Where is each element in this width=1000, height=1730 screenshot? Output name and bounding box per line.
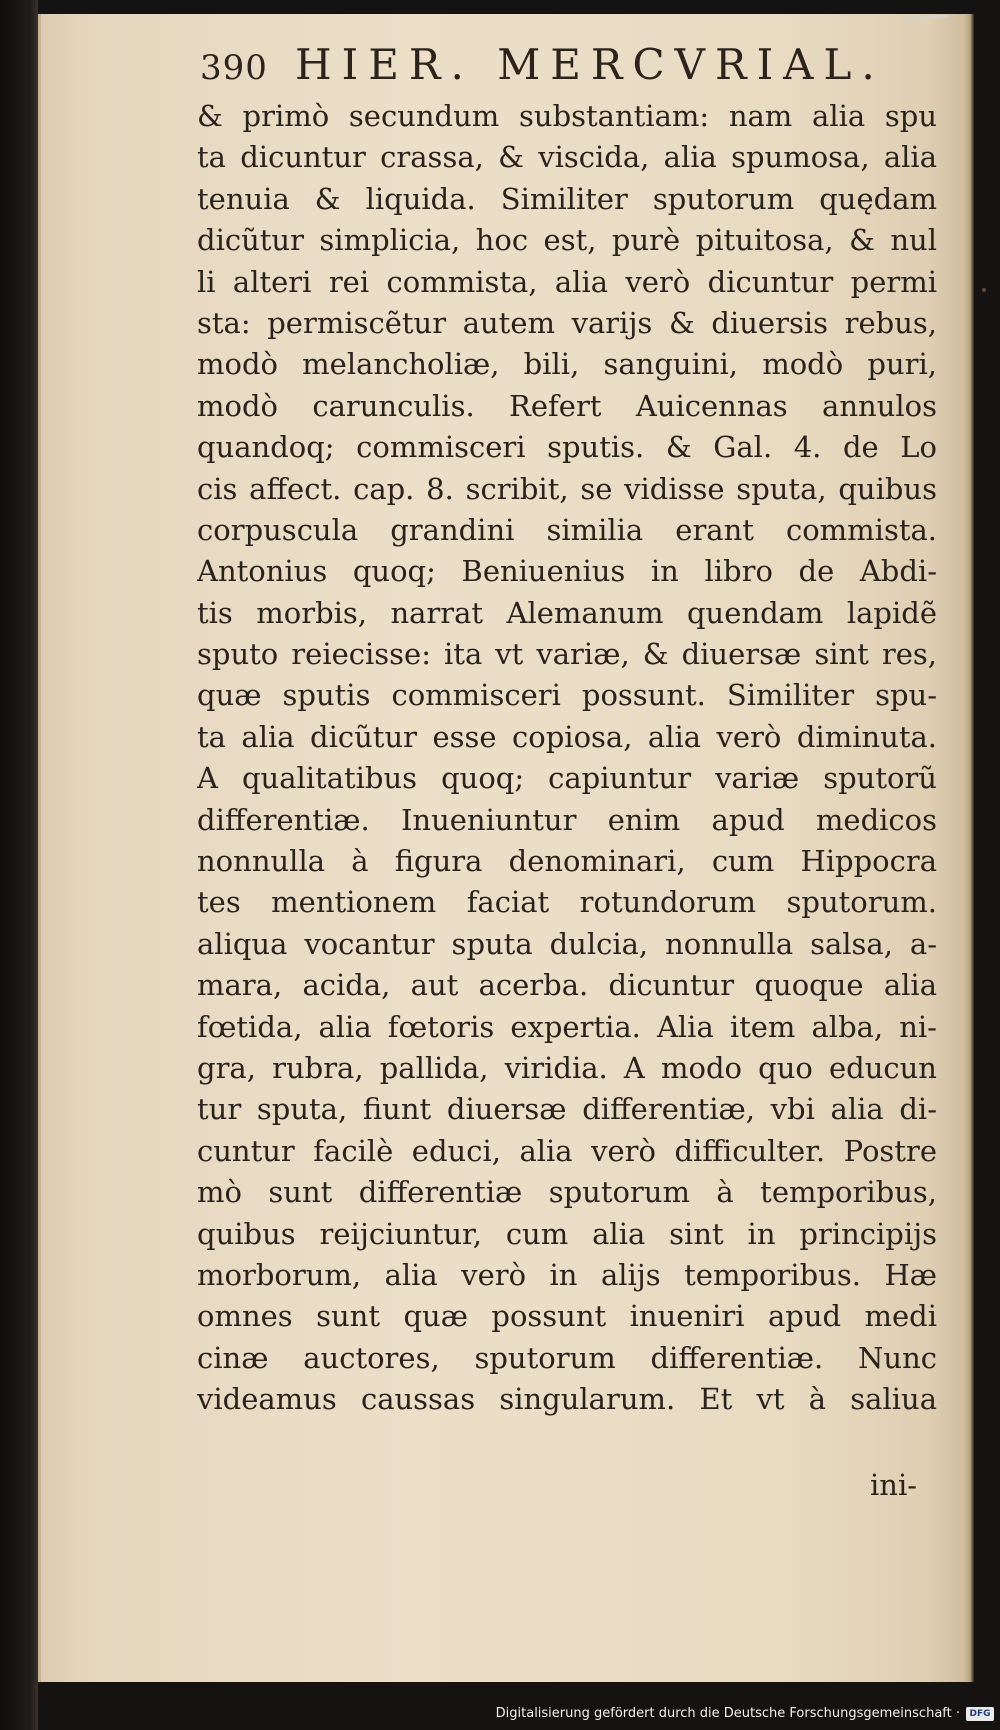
running-title: HIER. MERCVRIAL. bbox=[295, 40, 885, 89]
text-line: modò carunculis. Refert Auicennas annulos bbox=[197, 388, 937, 423]
page-edge bbox=[964, 14, 974, 1682]
text-line: Antonius quoq; Beniuenius in libro de Abdi- bbox=[197, 554, 937, 589]
text-line: tes mentionem faciat rotundorum sputorum. bbox=[197, 885, 937, 920]
text-line: corpuscula grandini similia erant commista. bbox=[197, 512, 937, 547]
text-line: & primò secundum substantiam: nam alia spu bbox=[197, 99, 937, 133]
running-head bbox=[200, 40, 960, 89]
text-line: modò melancholiæ, bili, sanguini, modò puri, bbox=[197, 347, 937, 382]
dfg-logo: DFG bbox=[966, 1707, 994, 1721]
text-line: mò sunt differentiæ sputorum à temporibus, bbox=[197, 1175, 937, 1210]
text-line: quæ sputis commisceri possunt. Similiter spu- bbox=[197, 678, 937, 713]
funding-credit: Digitalisierung gefördert durch die Deutsche Forschungsgemeinschaft · bbox=[495, 1706, 960, 1721]
text-line: dicũtur simplicia, hoc est, purè pituitosa, & nul bbox=[197, 223, 937, 258]
text-line: ta alia dicũtur esse copiosa, alia verò diminuta. bbox=[197, 719, 937, 754]
text-line: cuntur facilè educi, alia verò difficulter. Postre bbox=[197, 1133, 937, 1168]
book-spine-shadow bbox=[0, 0, 38, 1730]
text-line: omnes sunt quæ possunt inueniri apud medi bbox=[197, 1299, 937, 1334]
text-line: morborum, alia verò in alijs temporibus. Hæ bbox=[197, 1257, 937, 1292]
text-line: differentiæ. Inueniuntur enim apud medicos bbox=[197, 802, 937, 837]
text-line: quibus reijciuntur, cum alia sint in principijs bbox=[197, 1216, 937, 1251]
text-line: sta: permiscẽtur autem varijs & diuersis rebus, bbox=[197, 305, 937, 340]
page-number: 390 bbox=[200, 48, 268, 88]
text-line: mara, acida, aut acerba. dicuntur quoque alia bbox=[197, 968, 937, 1003]
catchword: ini- bbox=[870, 1468, 918, 1502]
text-line: li alteri rei commista, alia verò dicuntur permi bbox=[197, 264, 937, 299]
text-line: nonnulla à figura denominari, cum Hippocra bbox=[197, 844, 937, 879]
margin-ink-spot bbox=[982, 288, 986, 292]
text-line: gra, rubra, pallida, viridia. A modo quo educun bbox=[197, 1050, 937, 1085]
text-line: tenuia & liquida. Similiter sputorum quędam bbox=[197, 181, 937, 216]
text-line: cinæ auctores, sputorum differentiæ. Nunc bbox=[197, 1340, 937, 1375]
text-line: videamus caussas singularum. Et vt à saliua bbox=[197, 1382, 937, 1417]
text-line: tis morbis, narrat Alemanum quendam lapidẽ bbox=[197, 595, 937, 630]
text-line: fœtida, alia fœtoris expertia. Alia item alba, ni- bbox=[197, 1009, 937, 1044]
text-line: A qualitatibus quoq; capiuntur variæ sputorũ bbox=[197, 761, 937, 796]
text-line: cis affect. cap. 8. scribit, se vidisse sputa, quibus bbox=[197, 471, 937, 506]
text-line: quandoq; commisceri sputis. & Gal. 4. de Lo bbox=[197, 430, 937, 465]
text-line: sputo reiecisse: ita vt variæ, & diuersæ sint res, bbox=[197, 637, 937, 672]
text-line: tur sputa, fiunt diuersæ differentiæ, vbi alia di- bbox=[197, 1092, 937, 1127]
body-text bbox=[197, 96, 937, 1421]
text-line: ta dicuntur crassa, & viscida, alia spumosa, alia bbox=[197, 140, 937, 175]
text-line: aliqua vocantur sputa dulcia, nonnulla salsa, a- bbox=[197, 926, 937, 961]
digitization-footer bbox=[0, 1700, 1000, 1730]
